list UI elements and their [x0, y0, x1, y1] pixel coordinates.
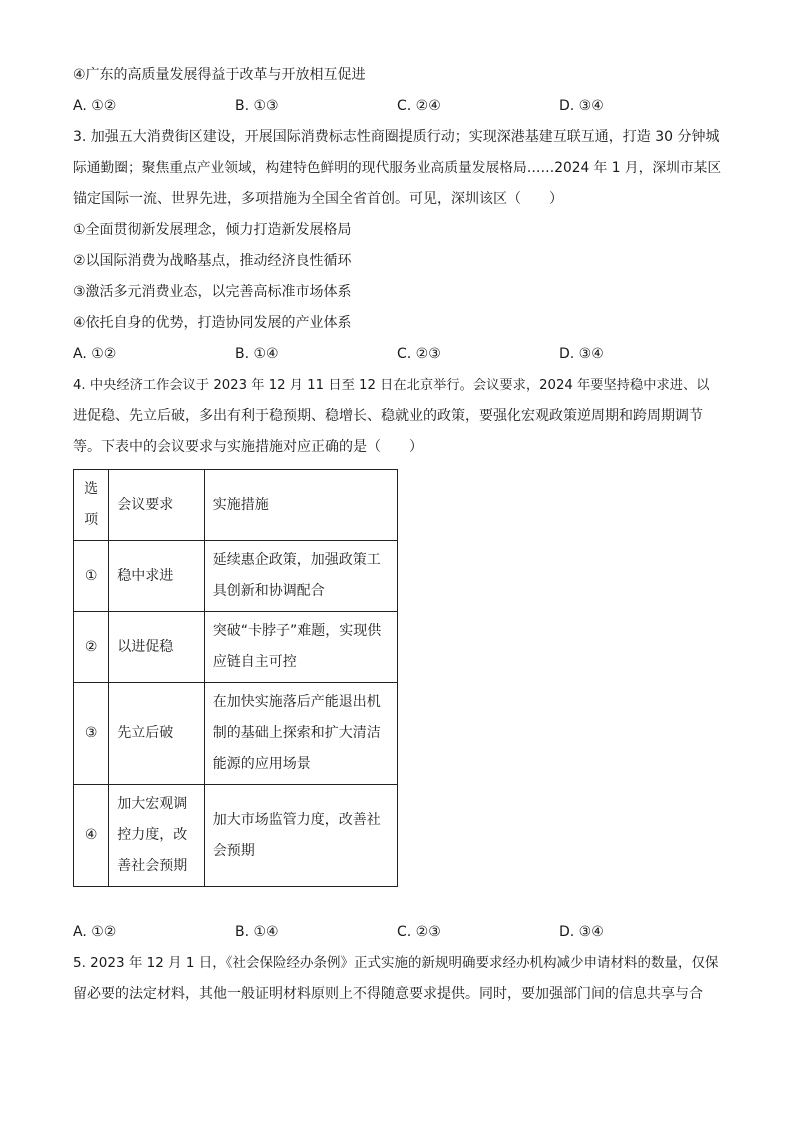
- q3-option-b: B. ①④: [235, 346, 279, 362]
- q3-option-d: D. ③④: [559, 346, 604, 362]
- q2-option-d: D. ③④: [559, 98, 604, 114]
- table-cell: 加大宏观调控力度，改善社会预期: [109, 785, 205, 887]
- q4-stem-line-3: 等。下表中的会议要求与实施措施对应正确的是（ ）: [73, 439, 423, 455]
- q4-table: [73, 469, 398, 887]
- q3-options: [73, 339, 721, 370]
- table-cell: 延续惠企政策，加强政策工具创新和协调配合: [204, 541, 397, 612]
- table-row: [74, 541, 398, 612]
- q3-stem-line-1: 3. 加强五大消费街区建设，开展国际消费标志性商圈提质行动；实现深港基建互联互通，打造 30 分钟城: [73, 129, 720, 145]
- table-row: [74, 785, 398, 887]
- q2-option-a: A. ①②: [73, 98, 117, 114]
- q3-option-a: A. ①②: [73, 346, 117, 362]
- q2-option-c: C. ②④: [397, 98, 441, 114]
- q2-option-b: B. ①③: [235, 98, 279, 114]
- table-cell: ②: [74, 612, 109, 683]
- table-header-cell: 会议要求: [109, 470, 205, 541]
- q5-stem-line-1: 5. 2023 年 12 月 1 日，《社会保险经办条例》正式实施的新规明确要求经办机构减少申请材料的数量，仅保: [73, 955, 719, 971]
- spacer: [73, 887, 721, 917]
- q4-option-c: C. ②③: [397, 924, 441, 940]
- table-cell: ③: [74, 683, 109, 785]
- table-header-cell: 选项: [74, 470, 109, 541]
- q3-option-c: C. ②③: [397, 346, 441, 362]
- table-cell: 以进促稳: [109, 612, 205, 683]
- table-cell: 突破“卡脖子”难题，实现供应链自主可控: [204, 612, 397, 683]
- q4-options: [73, 917, 721, 948]
- table-row: [74, 612, 398, 683]
- q3-statement-4: ④依托自身的优势，打造协同发展的产业体系: [73, 315, 352, 331]
- table-cell: 稳中求进: [109, 541, 205, 612]
- document-page: [73, 60, 721, 1010]
- table-cell: 加大市场监管力度，改善社会预期: [204, 785, 397, 887]
- table-cell: 在加快实施落后产能退出机制的基础上探索和扩大清洁能源的应用场景: [204, 683, 397, 785]
- q3-statement-3: ③激活多元消费业态，以完善高标准市场体系: [73, 284, 352, 300]
- table-cell: ④: [74, 785, 109, 887]
- q2-options: [73, 91, 721, 122]
- q5-stem-line-2: 留必要的法定材料，其他一般证明材料原则上不得随意要求提供。同时，要加强部门间的信息共享与合: [73, 986, 703, 1002]
- table-header-cell: 实施措施: [204, 470, 397, 541]
- q4-option-a: A. ①②: [73, 924, 117, 940]
- q4-stem-line-1: 4. 中央经济工作会议于 2023 年 12 月 11 日至 12 日在北京举行。会议要求，2024 年要坚持稳中求进、以: [73, 378, 710, 393]
- table-row: [74, 683, 398, 785]
- q3-stem-line-3: 锚定国际一流、世界先进，多项措施为全国全省首创。可见，深圳该区（ ）: [73, 191, 563, 207]
- q3-stem-line-2: 际通勤圈；聚焦重点产业领域，构建特色鲜明的现代服务业高质量发展格局……2024 年 1 月，深圳市某区: [73, 160, 722, 176]
- q4-stem-line-2: 进促稳、先立后破，多出有利于稳预期、稳增长、稳就业的政策，要强化宏观政策逆周期和跨周期调节: [73, 408, 703, 424]
- q4-option-d: D. ③④: [559, 924, 604, 940]
- table-cell: ①: [74, 541, 109, 612]
- q3-statement-1: ①全面贯彻新发展理念，倾力打造新发展格局: [73, 222, 352, 238]
- table-header-row: [74, 470, 398, 541]
- table-cell: 先立后破: [109, 683, 205, 785]
- q2-statement-4: ④广东的高质量发展得益于改革与开放相互促进: [73, 67, 366, 83]
- q3-statement-2: ②以国际消费为战略基点，推动经济良性循环: [73, 253, 352, 269]
- q4-option-b: B. ①④: [235, 924, 279, 940]
